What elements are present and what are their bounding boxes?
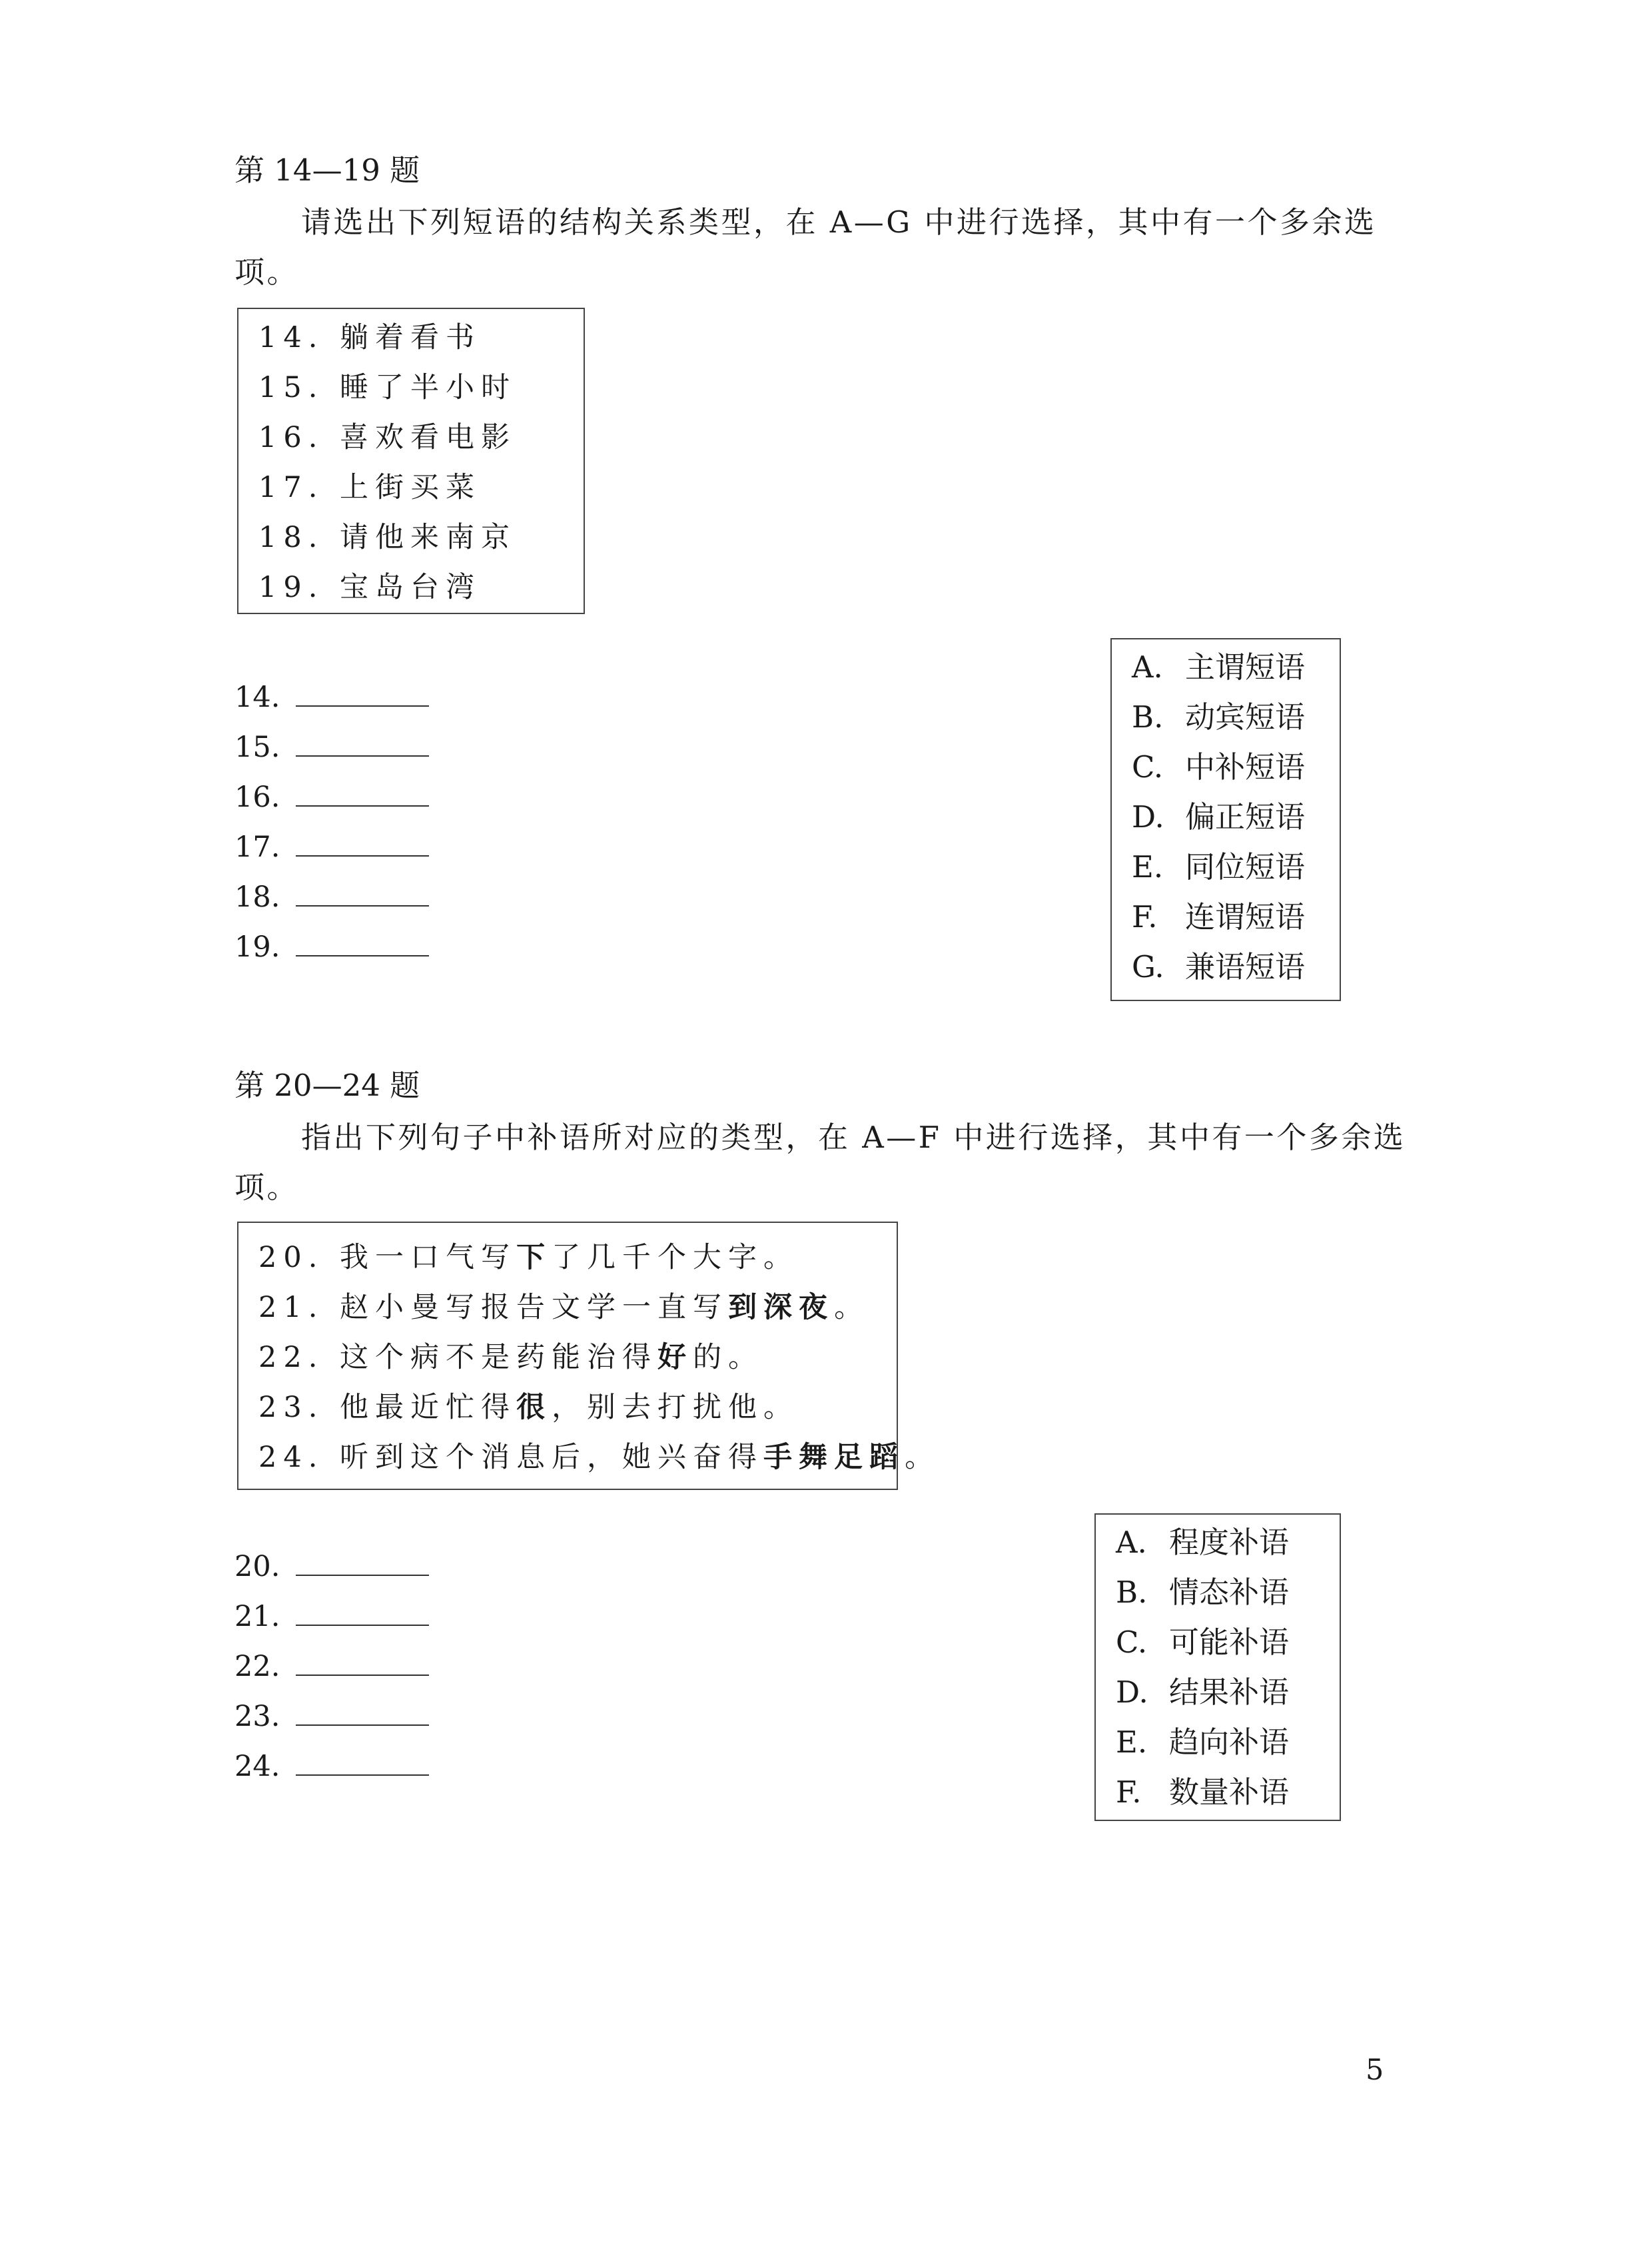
question-item-23: 23. 他最近忙得很，别去打扰他。 xyxy=(258,1391,799,1424)
option-d: D. 结果补语 xyxy=(1116,1675,1290,1710)
answer-line-20[interactable]: 20. xyxy=(234,1545,429,1587)
option-c: C. 可能补语 xyxy=(1116,1625,1290,1660)
question-item-17: 17. 上街买菜 xyxy=(258,471,482,504)
answer-line-22[interactable]: 22. xyxy=(234,1645,429,1686)
question-item-22: 22. 这个病不是药能治得好的。 xyxy=(258,1341,764,1374)
answer-blank[interactable] xyxy=(296,1545,429,1576)
answer-blank[interactable] xyxy=(296,826,429,857)
answer-blank[interactable] xyxy=(296,726,429,757)
option-b: B. 动宾短语 xyxy=(1132,699,1306,735)
answer-blank[interactable] xyxy=(296,926,429,956)
option-g: G. 兼语短语 xyxy=(1132,949,1306,984)
answer-blank[interactable] xyxy=(296,1645,429,1676)
option-c: C. 中补短语 xyxy=(1132,749,1306,785)
answer-blank[interactable] xyxy=(296,776,429,807)
section2-instruction: 指出下列句子中补语所对应的类型，在 A—F 中进行选择，其中有一个多余选项。 xyxy=(234,1120,1406,1205)
question-item-14: 14. 躺着看书 xyxy=(258,321,482,354)
answer-line-16[interactable]: 16. xyxy=(234,776,429,817)
option-e: E. 同位短语 xyxy=(1132,849,1306,885)
answer-blank[interactable] xyxy=(296,1745,429,1776)
option-f: F. 数量补语 xyxy=(1116,1774,1290,1810)
question-item-15: 15. 睡了半小时 xyxy=(258,371,517,404)
answer-line-19[interactable]: 19. xyxy=(234,926,429,967)
answer-line-14[interactable]: 14. xyxy=(234,676,429,717)
section1-options-box xyxy=(1110,638,1341,1001)
question-item-24: 24. 听到这个消息后，她兴奋得手舞足蹈。 xyxy=(258,1441,941,1474)
option-f: F. 连谓短语 xyxy=(1132,899,1306,934)
section2-heading: 第 20—24 题 xyxy=(234,1068,420,1103)
question-item-16: 16. 喜欢看电影 xyxy=(258,421,517,454)
answer-blank[interactable] xyxy=(296,876,429,907)
answer-line-15[interactable]: 15. xyxy=(234,726,429,767)
option-d: D. 偏正短语 xyxy=(1132,799,1306,835)
section1-heading: 第 14—19 题 xyxy=(234,153,420,188)
answer-line-23[interactable]: 23. xyxy=(234,1695,429,1736)
option-a: A. 主谓短语 xyxy=(1132,649,1306,685)
question-item-18: 18. 请他来南京 xyxy=(258,521,517,554)
section2-question-box xyxy=(237,1222,941,1490)
option-b: B. 情态补语 xyxy=(1116,1575,1290,1610)
answer-blank[interactable] xyxy=(296,1595,429,1626)
answer-line-17[interactable]: 17. xyxy=(234,826,429,867)
page-number: 5 xyxy=(1366,2054,1384,2087)
answer-line-18[interactable]: 18. xyxy=(234,876,429,917)
answer-blank[interactable] xyxy=(296,1695,429,1726)
section1-question-box xyxy=(237,308,585,614)
question-item-19: 19. 宝岛台湾 xyxy=(258,571,482,604)
section2-options-box xyxy=(1094,1513,1341,1821)
section1-instruction: 请选出下列短语的结构关系类型，在 A—G 中进行选择，其中有一个多余选项。 xyxy=(234,204,1377,290)
question-item-21: 21. 赵小曼写报告文学一直写到深夜。 xyxy=(258,1291,870,1324)
answer-line-21[interactable]: 21. xyxy=(234,1595,429,1637)
answer-blank[interactable] xyxy=(296,676,429,707)
option-a: A. 程度补语 xyxy=(1116,1525,1290,1560)
answer-line-24[interactable]: 24. xyxy=(234,1745,429,1786)
option-e: E. 趋向补语 xyxy=(1116,1724,1290,1760)
question-item-20: 20. 我一口气写下了几千个大字。 xyxy=(258,1241,799,1274)
